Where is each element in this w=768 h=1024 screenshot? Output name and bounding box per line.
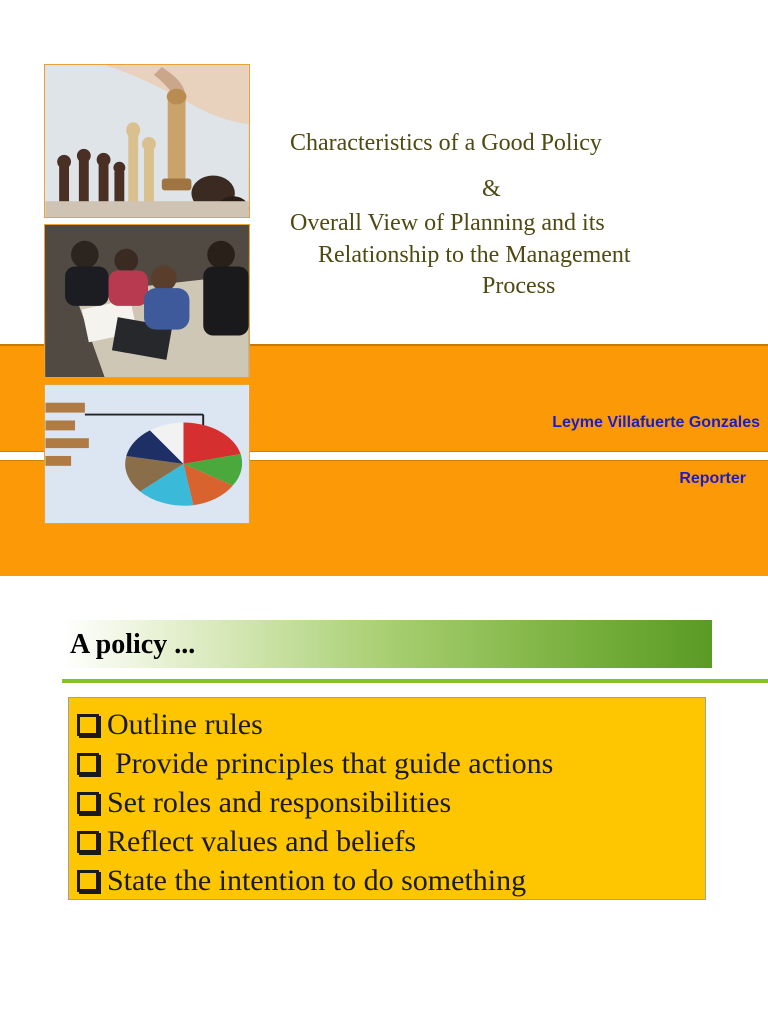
chess-photo [44, 64, 250, 218]
meeting-photo [44, 224, 250, 378]
checkbox-icon [77, 870, 99, 892]
reporter-name: Leyme Villafuerte Gonzales [552, 414, 760, 431]
pie-chart-photo [44, 384, 250, 524]
checkbox-icon [77, 714, 99, 736]
header-underline [62, 679, 712, 683]
list-item [77, 822, 553, 861]
bullet-text: Reflect values and beliefs [107, 824, 417, 858]
title-line-4: Relationship to the Management [318, 242, 631, 268]
title-line-5: Process [482, 273, 556, 299]
pie-chart-illustration [45, 385, 249, 523]
checkbox-icon [77, 831, 99, 853]
title-line-3: Overall View of Planning and its [290, 210, 605, 236]
header-title: A policy ... [70, 629, 196, 660]
header-bar [62, 620, 712, 668]
bullet-text: State the intention to do something [107, 863, 527, 897]
checkbox-icon [77, 753, 99, 775]
checkbox-icon [77, 792, 99, 814]
bullet-box [68, 697, 706, 900]
list-item [77, 783, 553, 822]
title-line-ampersand: & [482, 176, 501, 202]
title-line-1: Characteristics of a Good Policy [290, 130, 602, 156]
chess-illustration [45, 65, 249, 217]
bullet-list [77, 705, 553, 900]
bullet-text: Set roles and responsibilities [107, 785, 452, 819]
list-item [77, 744, 553, 783]
bullet-text: Provide principles that guide actions [115, 746, 554, 780]
list-item [77, 861, 553, 900]
bullet-text: Outline rules [107, 707, 263, 741]
list-item [77, 705, 553, 744]
reporter-role: Reporter [679, 470, 746, 487]
header-underline-extension [712, 679, 768, 683]
meeting-illustration [45, 225, 249, 377]
